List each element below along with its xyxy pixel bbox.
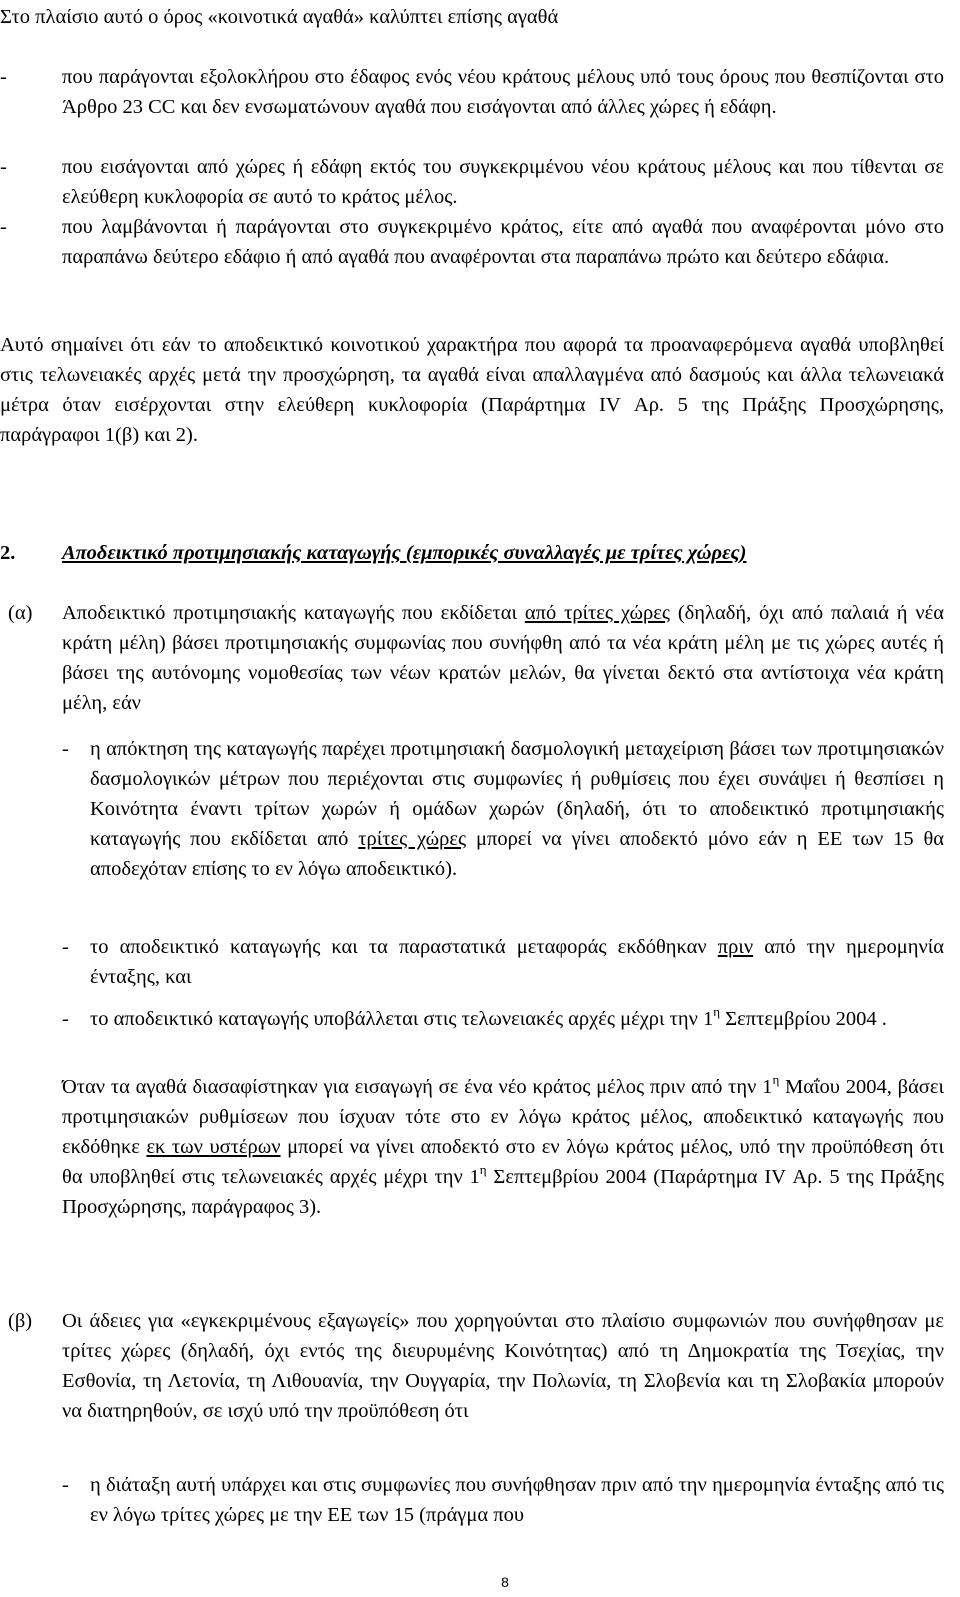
item-a-paragraph [0, 598, 944, 718]
bullet-marker: - [0, 156, 7, 178]
underlined-text: πριν [717, 936, 754, 958]
item-b-bullet-1 [62, 1470, 944, 1530]
item-a-bullet-2 [62, 932, 944, 992]
intro-bullet-2 [0, 152, 944, 212]
item-a-followup-text: Όταν τα αγαθά διασαφίστηκαν για εισαγωγή σε ένα νέο κράτος μέλος πριν από την $1^\eta$ Μαΐου 2004, βάσει προτιμησιακών ρυθμίσεων που ίσχυαν τότε στο εν λόγω κράτος μέλος, αποδεικτικό καταγωγής που εκδόθηκε εκ των υστέρων μπορεί να γίνει αποδεκτό στο εν λόγω κράτος μέλος, υπό την προϋπόθεση ότι θα υποβληθεί στις τελωνειακές αρχές μέχρι την $1^\eta$ Σεπτεμβρίου 2004 (Παράρτημα IV Αρ. 5 της Πράξης Προσχώρησης, παράγραφος 3). [62, 1072, 944, 1218]
underlined-text: εκ των υστέρων [146, 1136, 281, 1158]
item-a-label: (α) [8, 602, 33, 624]
superscript: η [713, 1004, 721, 1019]
item-a-followup-paragraph [62, 1072, 944, 1222]
intro-bullet-1 [0, 62, 944, 122]
section-number: 2. [0, 542, 16, 564]
bullet-marker: - [0, 216, 7, 238]
superscript: η [772, 1072, 780, 1087]
item-a-bullet-text: το αποδεικτικό καταγωγής και τα παραστατικά μεταφοράς εκδόθηκαν πριν από την ημερομηνία ένταξης, και [90, 936, 944, 988]
intro-paragraph: Στο πλαίσιο αυτό ο όρος «κοινοτικά αγαθά» καλύπτει επίσης αγαθά [0, 6, 559, 28]
item-a-bullet-text: το αποδεικτικό καταγωγής υποβάλλεται στις τελωνειακές αρχές μέχρι την $1^\eta$ Σεπτεμβρίου 2004 . [90, 1004, 887, 1030]
item-b-label: (β) [8, 1310, 33, 1332]
bullet-marker: - [62, 1474, 69, 1496]
bullet-marker: - [62, 1008, 69, 1030]
item-b-bullet-text: η διάταξη αυτή υπάρχει και στις συμφωνίες που συνήφθησαν πριν από την ημερομηνία ένταξης από τις εν λόγω τρίτες χώρες με την ΕΕ των 15 (πράγμα που [90, 1474, 944, 1526]
item-a-bullet-text: η απόκτηση της καταγωγής παρέχει προτιμησιακή δασμολογική μεταχείριση βάσει των προτιμησιακών δασμολογικών μέτρων που περιέχονται στις συμφωνίες ή ρυθμίσεις που έχει συνάψει ή θεσπίσει η Κοινότητα έναντι τρίτων χωρών ή ομάδων χωρών (δηλαδή, ότι το αποδεικτικό προτιμησιακής καταγωγής που εκδίδεται από τρίτες χώρες μπορεί να γίνει αποδεκτό μόνο εάν η ΕΕ των 15 θα αποδεχόταν επίσης το εν λόγω αποδεικτικό). [90, 738, 945, 880]
page-number: 8 [501, 1574, 509, 1590]
superscript: η [479, 1162, 487, 1177]
intro-bullet-text: που παράγονται εξολοκλήρου στο έδαφος ενός νέου κράτους μέλους υπό τους όρους που θεσπίζονται στο Άρθρο 23 CC και δεν ενσωματώνουν αγαθά που εισάγονται από άλλες χώρες ή εδάφη. [62, 66, 944, 118]
section-heading [0, 538, 944, 568]
intro-bullet-3 [0, 212, 944, 272]
bullet-marker: - [62, 936, 69, 958]
bullet-marker: - [0, 66, 7, 88]
bullet-marker: - [62, 738, 69, 760]
underlined-text: τρίτες χώρες [358, 828, 467, 850]
underlined-text: από τρίτες χώρες [524, 602, 670, 624]
item-b-text: Οι άδειες για «εγκεκριμένους εξαγωγείς» που χορηγούνται στο πλαίσιο συμφωνιών που συνήφθησαν με τρίτες χώρες (δηλαδή, όχι εντός της διευρυμένης Κοινότητας) από τη Δημοκρατία της Τσεχίας, την Εσθονία, τη Λετονία, τη Λιθουανία, την Ουγγαρία, την Πολωνία, τη Σλοβενία και τη Σλοβακία μπορούν να διατηρηθούν, σε ισχύ υπό την προϋπόθεση ότι [62, 1310, 944, 1422]
item-a-bullet-1 [62, 734, 944, 884]
item-a-bullet-3 [62, 1004, 944, 1034]
intro-bullet-text: που εισάγονται από χώρες ή εδάφη εκτός του συγκεκριμένου νέου κράτους μέλους και που τίθενται σε ελεύθερη κυκλοφορία σε αυτό το κράτος μέλος. [62, 156, 944, 208]
item-b-paragraph [0, 1306, 944, 1426]
intro-bullet-text: που λαμβάνονται ή παράγονται στο συγκεκριμένο κράτος, είτε από αγαθά που αναφέρονται μόνο στο παραπάνω δεύτερο εδάφιο ή από αγαθά που αναφέρονται στα παραπάνω πρώτο και δεύτερο εδάφια. [62, 216, 944, 268]
item-a-text: Αποδεικτικό προτιμησιακής καταγωγής που εκδίδεται από τρίτες χώρες (δηλαδή, όχι από παλαιά ή νέα κράτη μέλη) βάσει προτιμησιακής συμφωνίας που συνήφθη από τα νέα κράτη μέλη με τις χώρες αυτές ή βάσει της αυτόνομης νομοθεσίας των νέων κρατών μελών, θα γίνεται δεκτό στα αντίστοιχα νέα κράτη μέλη, εάν [62, 602, 944, 714]
meaning-paragraph: Αυτό σημαίνει ότι εάν το αποδεικτικό κοινοτικού χαρακτήρα που αφορά τα προαναφερόμενα αγαθά υποβληθεί στις τελωνειακές αρχές μετά την προσχώρηση, τα αγαθά είναι απαλλαγμένα από δασμούς και άλλα τελωνειακά μέτρα όταν εισέρχονται στην ελεύθερη κυκλοφορία (Παράρτημα IV Αρ. 5 της Πράξης Προσχώρησης, παράγραφοι 1(β) και 2). [0, 334, 944, 446]
section-title: Αποδεικτικό προτιμησιακής καταγωγής (εμπορικές συναλλαγές με τρίτες χώρες) [62, 542, 747, 564]
